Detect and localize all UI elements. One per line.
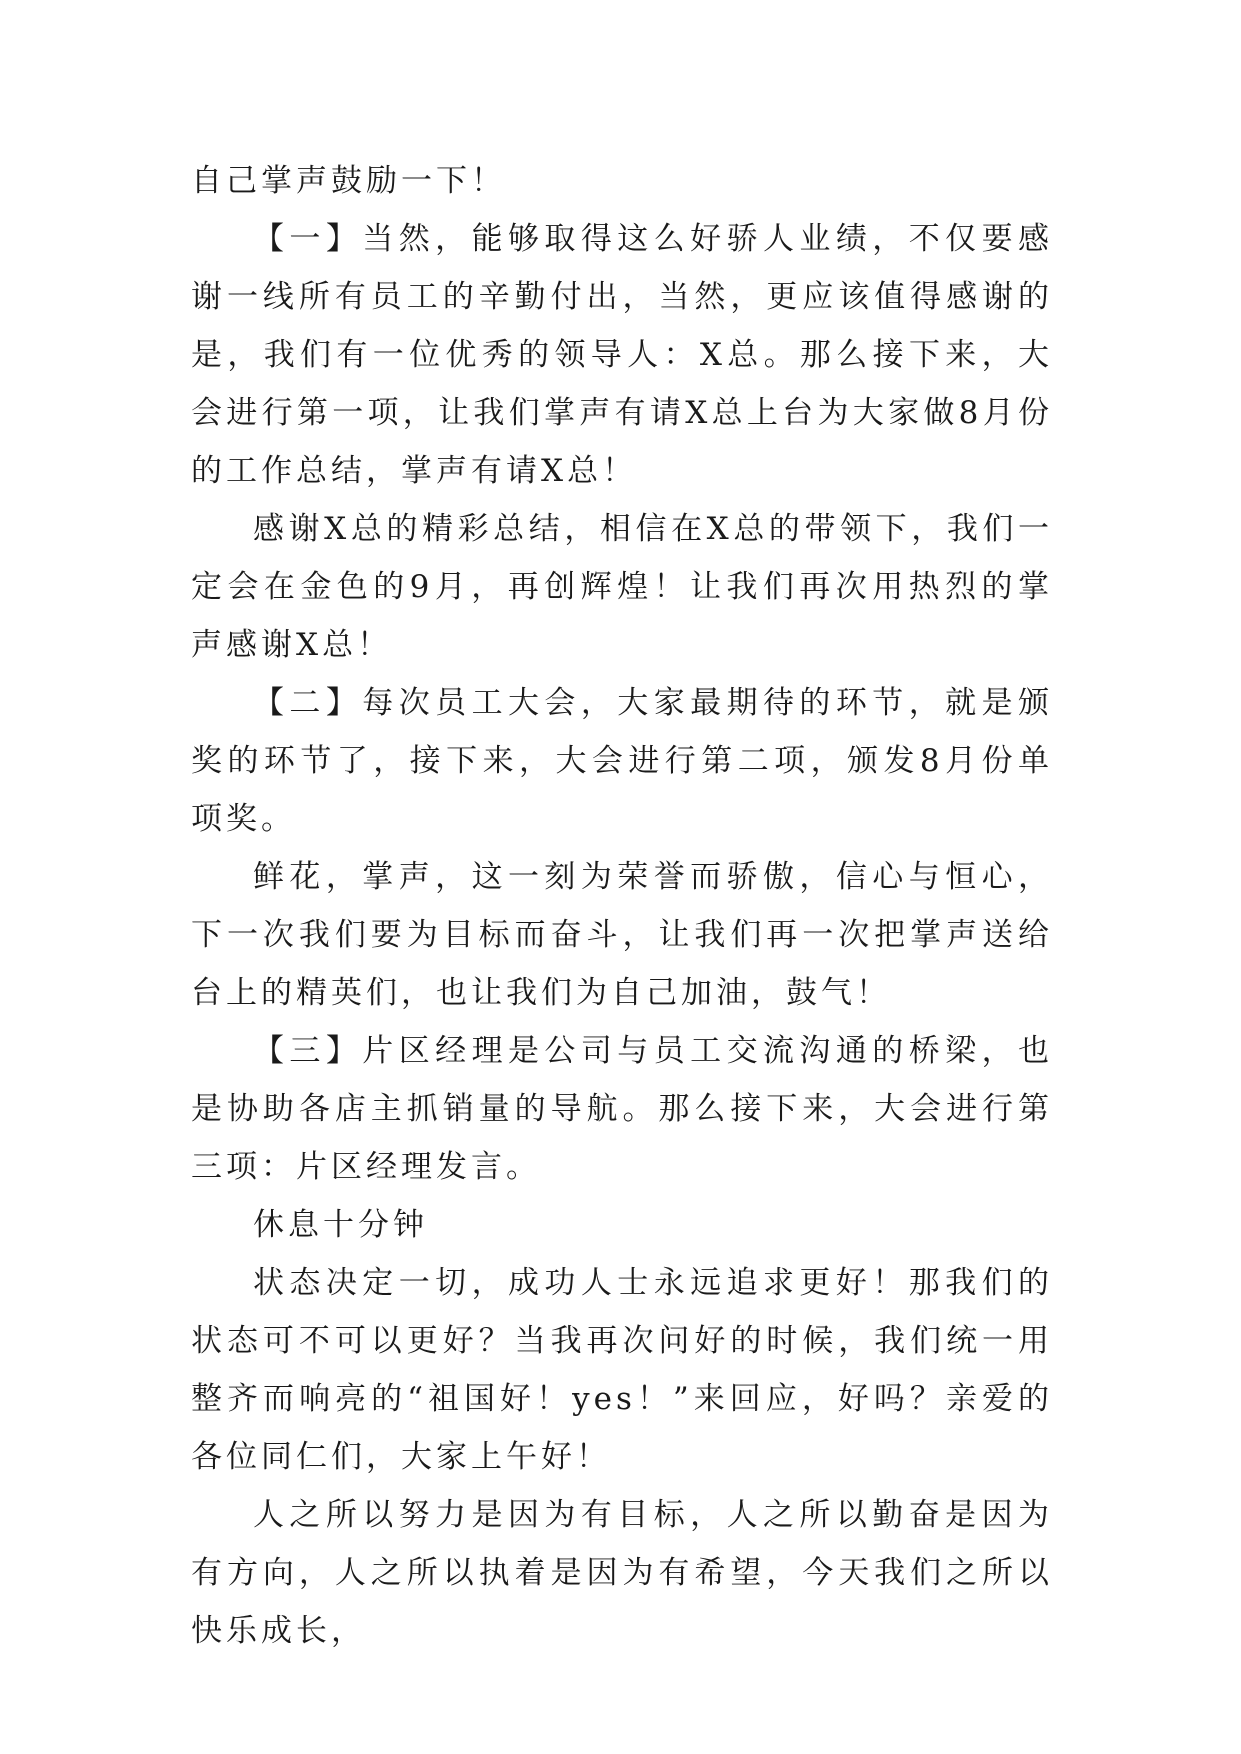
paragraph-7: 休息十分钟 bbox=[253, 1207, 428, 1243]
paragraph-2: 【一】当然，能够取得这么好骄人业绩，不仅要感谢一线所有员工的辛勤付出，当然，更应该值得感谢的是，我们有一位优秀的领导人：X总。那么接下来，大会进行第一项，让我们掌声有请X总上台为大家做8月份的工作总结，掌声有请X总！ bbox=[191, 221, 1053, 489]
paragraph-9: 人之所以努力是因为有目标，人之所以勤奋是因为有方向，人之所以执着是因为有希望，今天我们之所以快乐成长， bbox=[191, 1497, 1053, 1649]
paragraph-3: 感谢X总的精彩总结，相信在X总的带领下，我们一定会在金色的9月，再创辉煌！让我们再次用热烈的掌声感谢X总！ bbox=[191, 511, 1053, 663]
paragraph-1: 自己掌声鼓励一下！ bbox=[191, 163, 506, 199]
paragraph-5: 鲜花，掌声，这一刻为荣誉而骄傲，信心与恒心，下一次我们要为目标而奋斗，让我们再一次把掌声送给台上的精英们，也让我们为自己加油，鼓气！ bbox=[191, 859, 1053, 1011]
document-body bbox=[191, 152, 1053, 1660]
paragraph-6: 【三】片区经理是公司与员工交流沟通的桥梁，也是协助各店主抓销量的导航。那么接下来，大会进行第三项：片区经理发言。 bbox=[191, 1033, 1053, 1185]
paragraph-4: 【二】每次员工大会，大家最期待的环节，就是颁奖的环节了，接下来，大会进行第二项，颁发8月份单项奖。 bbox=[191, 685, 1053, 837]
paragraph-8: 状态决定一切，成功人士永远追求更好！那我们的状态可不可以更好？当我再次问好的时候，我们统一用整齐而响亮的“祖国好！yes！”来回应，好吗？亲爱的各位同仁们，大家上午好！ bbox=[191, 1265, 1053, 1475]
